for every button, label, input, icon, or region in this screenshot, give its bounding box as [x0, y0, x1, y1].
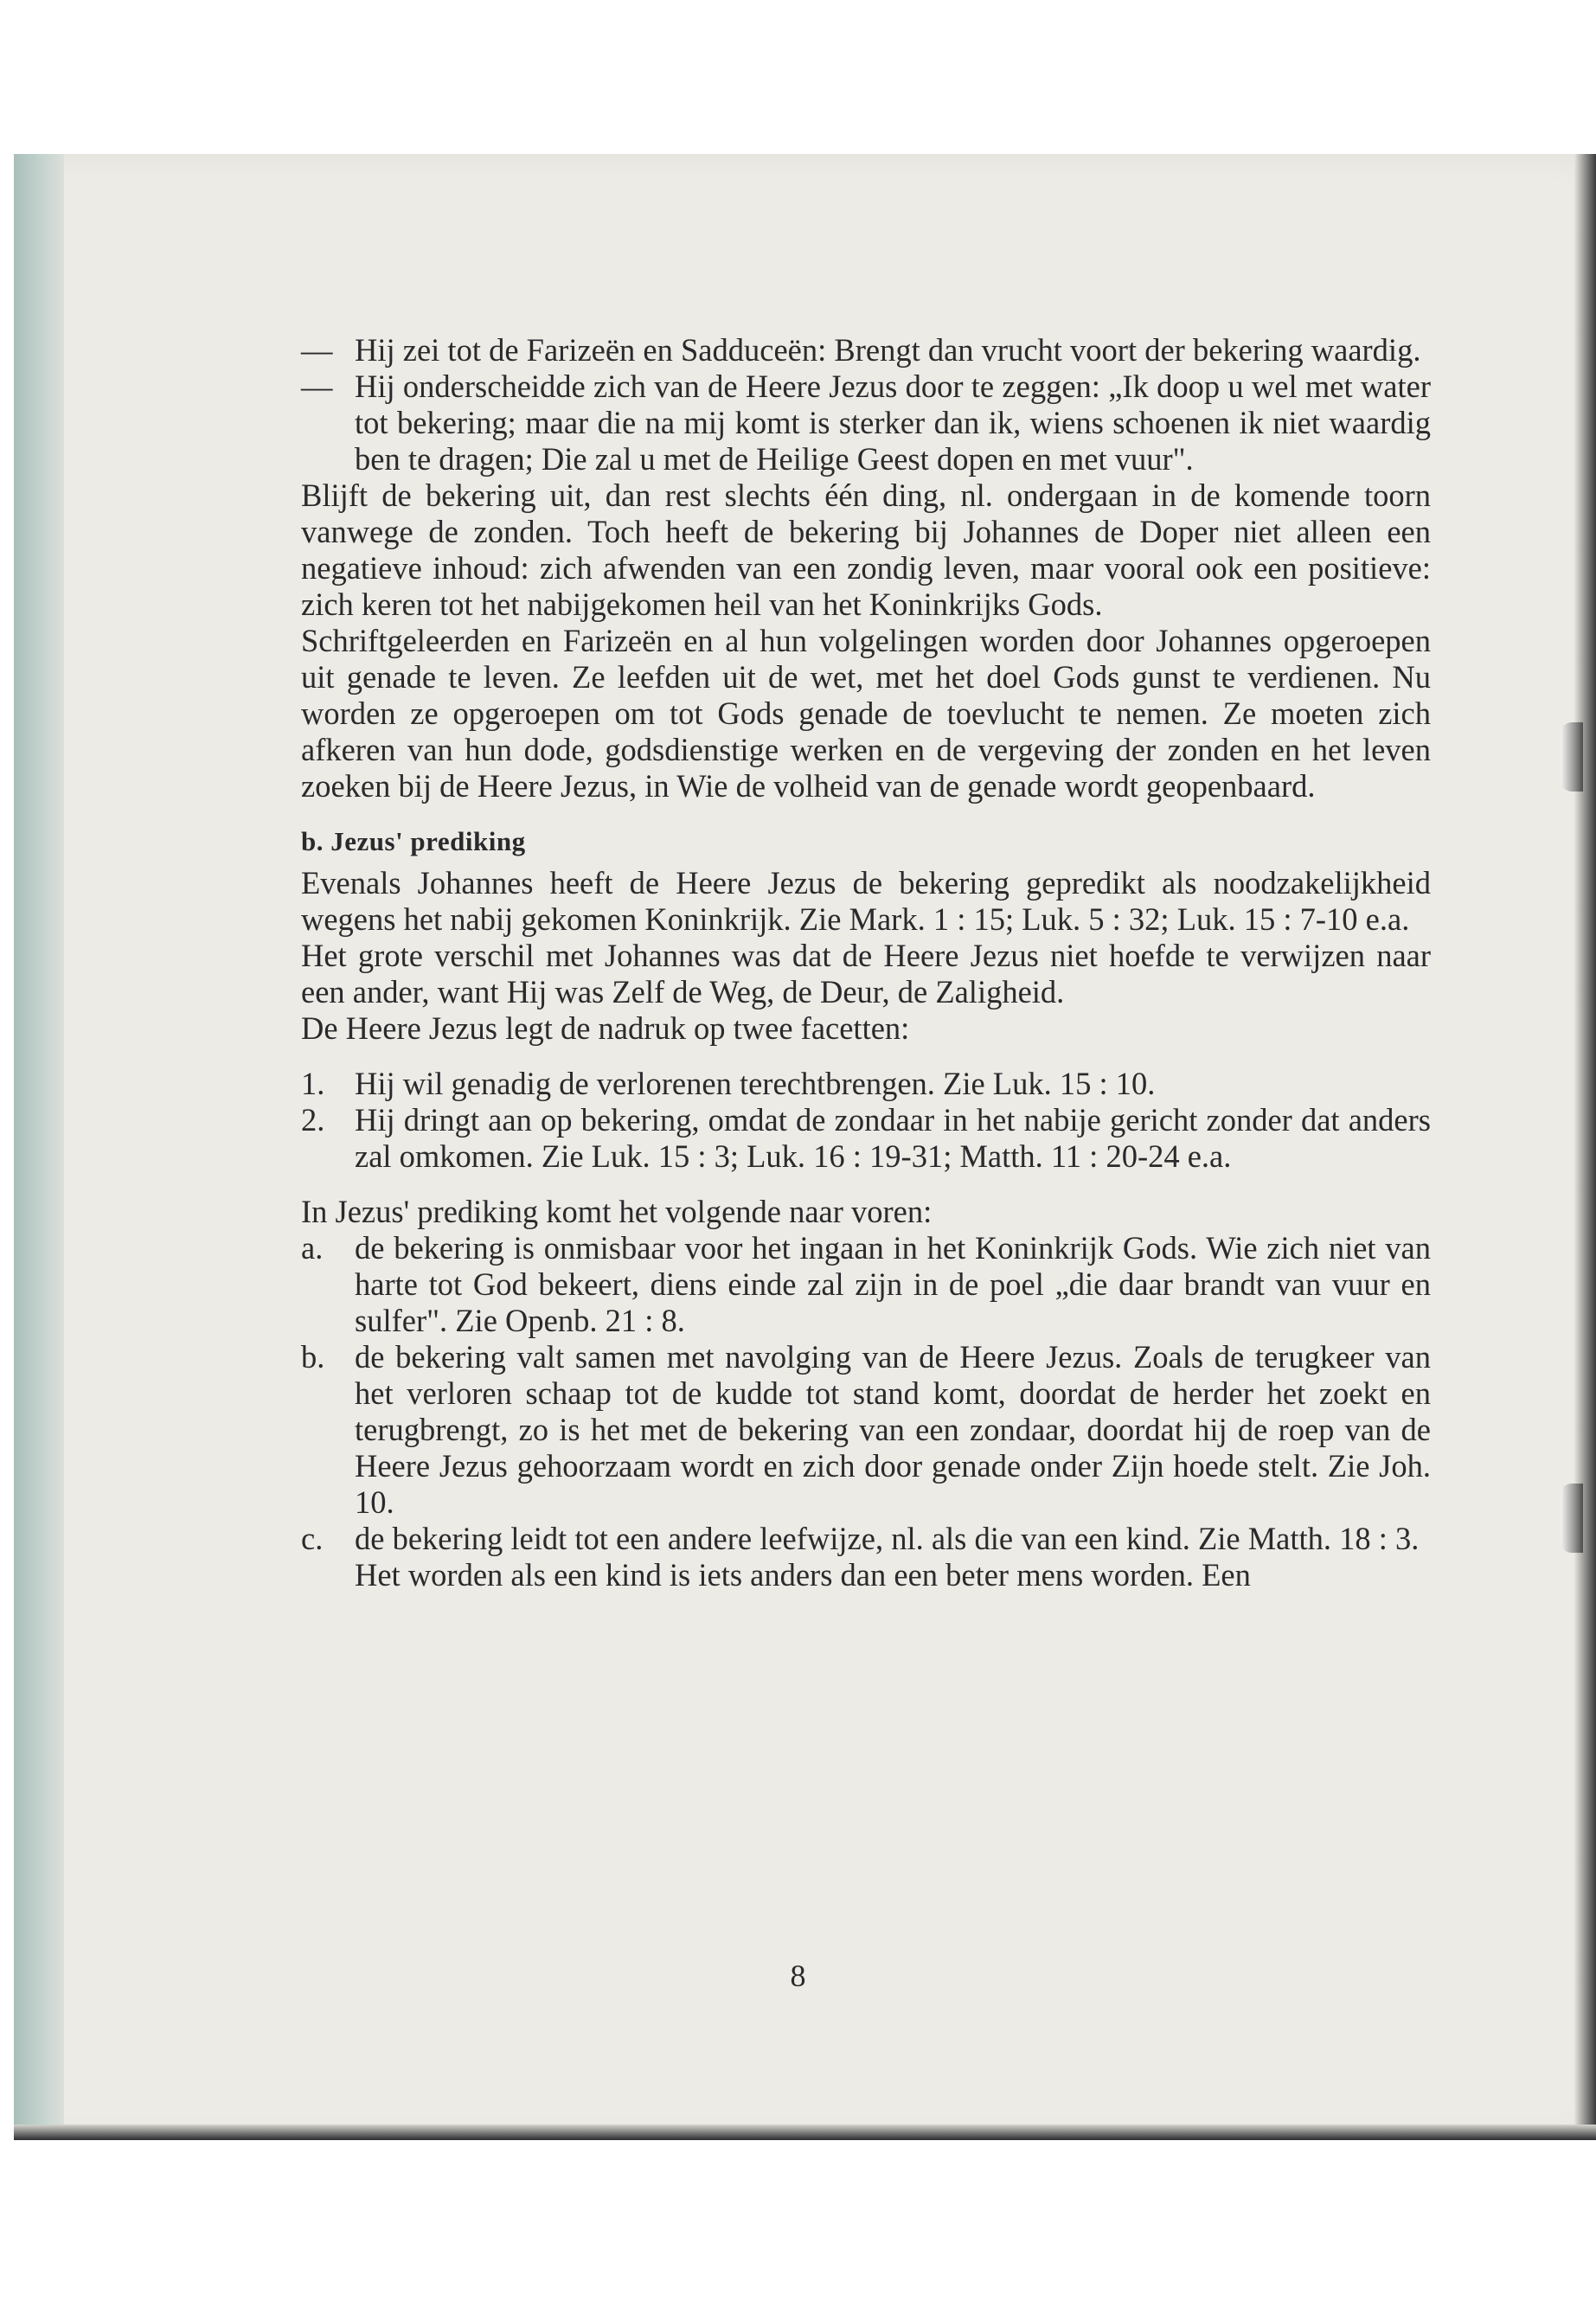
page-bottom-edge	[14, 2125, 1596, 2140]
item-number: 1.	[301, 1066, 325, 1101]
binder-clip-lower	[1561, 1484, 1583, 1553]
numbered-item	[301, 1066, 1431, 1102]
numbered-item-text: Hij dringt aan op bekering, omdat de zondaar in het nabije gericht zonder dat anders zal omkomen. Zie Luk. 15 : 3; Luk. 16 : 19-31; Matth. 11 : 20-24 e.a.	[355, 1102, 1431, 1174]
item-letter: c.	[301, 1521, 324, 1556]
binder-clip-upper	[1561, 722, 1583, 792]
paragraph: Het grote verschil met Johannes was dat de Heere Jezus niet hoefde te verwijzen naar een ander, want Hij was Zelf de Weg, de Deur, de Zaligheid.	[301, 938, 1431, 1009]
item-letter: a.	[301, 1230, 324, 1266]
lettered-item	[301, 1230, 1431, 1339]
item-number: 2.	[301, 1102, 325, 1138]
numbered-item-text: Hij wil genadig de verlorenen terechtbrengen. Zie Luk. 15 : 10.	[355, 1066, 1156, 1101]
paragraph: In Jezus' prediking komt het volgende naar voren:	[301, 1194, 933, 1229]
dash-item-text: Hij onderscheidde zich van de Heere Jezus door te zeggen: „Ik doop u wel met water tot bekering; maar die na mij komt is sterker dan ik, wiens schoenen ik niet waardig ben te dragen; Die zal u met de Heilige Geest dopen en met vuur".	[355, 369, 1431, 477]
paragraph: De Heere Jezus legt de nadruk op twee facetten:	[301, 1010, 910, 1046]
dash-item	[301, 332, 1431, 369]
lettered-item	[301, 1521, 1431, 1557]
dash-mark: —	[301, 332, 333, 368]
dash-mark: —	[301, 369, 333, 404]
page-spine-edge	[14, 154, 64, 2140]
dash-item-text: Hij zei tot de Farizeën en Sadduceën: Brengt dan vrucht voort der bekering waardig.	[355, 332, 1421, 368]
body-text	[301, 332, 1431, 1593]
lettered-item-text: de bekering valt samen met navolging van de Heere Jezus. Zoals de terugkeer van het verloren schaap tot de kudde tot stand komt, doordat de herder het zoekt en terugbrengt, zo is het met de bekering van een zondaar, doordat hij de roep van de Heere Jezus gehoorzaam wordt en zich door genade onder Zijn hoede stelt. Zie Joh. 10.	[355, 1339, 1431, 1520]
paragraph: Evenals Johannes heeft de Heere Jezus de bekering gepredikt als noodzakelijkheid wegens het nabij gekomen Koninkrijk. Zie Mark. 1 : 15; Luk. 5 : 32; Luk. 15 : 7-10 e.a.	[301, 865, 1431, 937]
continuation-text	[301, 1557, 1431, 1593]
continuation-line: Het worden als een kind is iets anders dan een beter mens worden. Een	[355, 1557, 1251, 1593]
dash-item	[301, 369, 1431, 478]
paragraph: Schriftgeleerden en Farizeën en al hun volgelingen worden door Johannes opgeroepen uit genade te leven. Ze leefden uit de wet, met het doel Gods gunst te verdienen. Nu worden ze opgeroepen om tot Gods genade de toevlucht te nemen. Ze moeten zich afkeren van hun dode, godsdienstige werken en de vergeving der zonden en het leven zoeken bij de Heere Jezus, in Wie de volheid van de genade wordt geopenbaard.	[301, 623, 1431, 804]
section-heading: b. Jezus' prediking	[301, 826, 526, 856]
page-number: 8	[790, 1958, 806, 1993]
item-letter: b.	[301, 1339, 325, 1375]
lettered-item	[301, 1339, 1431, 1521]
numbered-item	[301, 1102, 1431, 1175]
page-right-edge	[1574, 154, 1596, 2140]
paragraph: Blijft de bekering uit, dan rest slechts één ding, nl. ondergaan in de komende toorn vanwege de zonden. Toch heeft de bekering bij Johannes de Doper niet alleen een negatieve inhoud: zich afwenden van een zondig leven, maar vooral ook een positieve: zich keren tot het nabijgekomen heil van het Koninkrijks Gods.	[301, 478, 1431, 622]
lettered-item-text: de bekering is onmisbaar voor het ingaan in het Koninkrijk Gods. Wie zich niet van harte tot God bekeert, diens einde zal zijn in de poel „die daar brandt van vuur en sulfer". Zie Openb. 21 : 8.	[355, 1230, 1431, 1338]
lettered-item-text: de bekering leidt tot een andere leefwijze, nl. als die van een kind. Zie Matth. 18 : 3.	[355, 1521, 1420, 1556]
